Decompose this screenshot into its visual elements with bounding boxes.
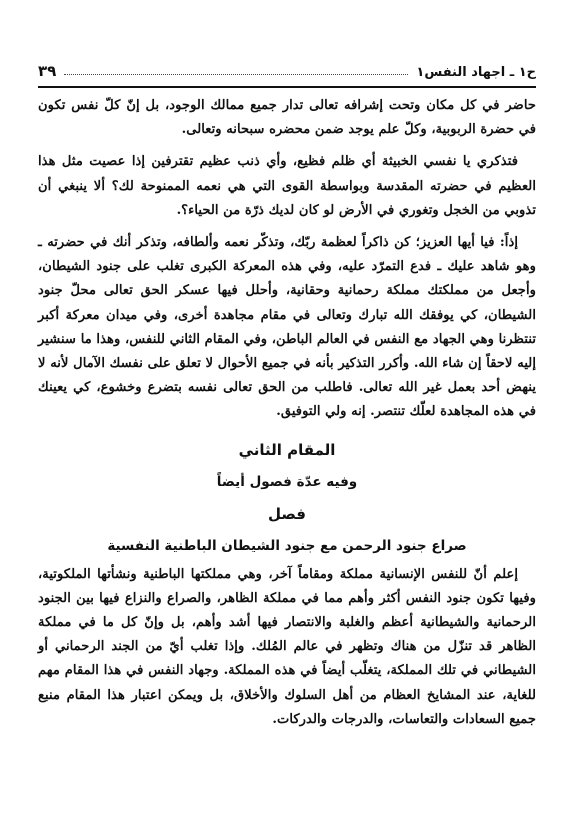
paragraph-2: فتذكري يا نفسي الخبيثة أي ظلم فظيع، وأي ذنب عظيم تقترفين إذا عصيت مثل هذا العظيم في حضرته المقدسة وبواسطة القوى التي هي نعمه الممنوحة لك؟ ألا ينبغي أن تذوبي من الخجل وتغوري في الأرض لو كان لديك ذرّة من الحياء؟. [38, 154, 536, 218]
header-dot-leader [64, 74, 408, 75]
running-title: ح١ ـ اجهاد النفس١ [416, 65, 536, 80]
paragraph-3: إذاً: فيا أيها العزيز؛ كن ذاكراً لعظمة ربّك، وتذكّر نعمه وألطافه، وتذكر أنك في حضرته ـ وهو شاهد عليك ـ فدع التمرّد عليه، وفي هذه المعركة الكبرى تغلب على جنود الشيطان، وأجعل من مملكتك مملكة رحمانية وحقانية، وأحلل فيها عسكر الحق تعالى محلّ جنود الشيطان، كي يوفقك الله تبارك وتعالى في مقام مجاهدة أخرى، وفي ميدان معركة أكبر تنتظرنا وهي الجهاد مع النفس في العالم الباطن، وفي المقام الثاني للنفس، وهذا ما سنشير إليه لاحقاً إن شاء الله. وأكرر التذكير بأنه في جميع الأحوال لا تعلق على نفسك الآمال لأنه لا ينهض أحد بعمل غير الله تعالى. فاطلب من الحق تعالى نفسه بتضرع وخشوع، كي يعينك في هذه المجاهدة لعلّك تنتصر. إنه ولي التوفيق. [38, 235, 536, 420]
section-heading: المقام الثاني [238, 440, 336, 459]
chapter-heading: فصل [268, 504, 306, 523]
section-subtitle: وفيه عدّة فصول أيضاً [216, 473, 358, 490]
header-rule [38, 86, 536, 88]
paragraph-1: حاضر في كل مكان وتحت إشرافه تعالى تدار جميع ممالك الوجود، بل إنّ كلّ نفس تكون في حضرة الربوبية، وكلّ علم يوجد ضمن محضره سبحانه وتعالى. [38, 98, 536, 138]
running-header [38, 58, 536, 80]
paragraph-4: إعلم أنّ للنفس الإنسانية مملكة ومقاماً آخر، وهي مملكتها الباطنية ونشأتها الملكوتية، وفيها تكون جنود النفس أكثر وأهم مما في مملكة الظاهر، والصراع والنزاع فيها بين الجنود الرحمانية والشيطانية أعظم والغلبة والانتصار فيها أشد وأهم، بل وإنّ كل ما في مملكة الظاهر قد تنزّل من هناك وتظهر في عالم المُلك. وإذا تغلب أيّ من الجند الرحماني أو الشيطاني في تلك المملكة، يتغلّب أيضاً في هذه المملكة. وجهاد النفس في هذا المقام مهم للغاية، عند المشايخ العظام من أهل السلوك والأخلاق، بل ويمكن اعتبار هذا المقام منبع جميع السعادات والتعاسات، والدرجات والدركات. [38, 566, 536, 727]
chapter-title: صراع جنود الرحمن مع جنود الشيطان الباطنية النفسية [107, 537, 467, 554]
page-number: ٣٩ [38, 62, 57, 80]
page-body [38, 94, 536, 740]
